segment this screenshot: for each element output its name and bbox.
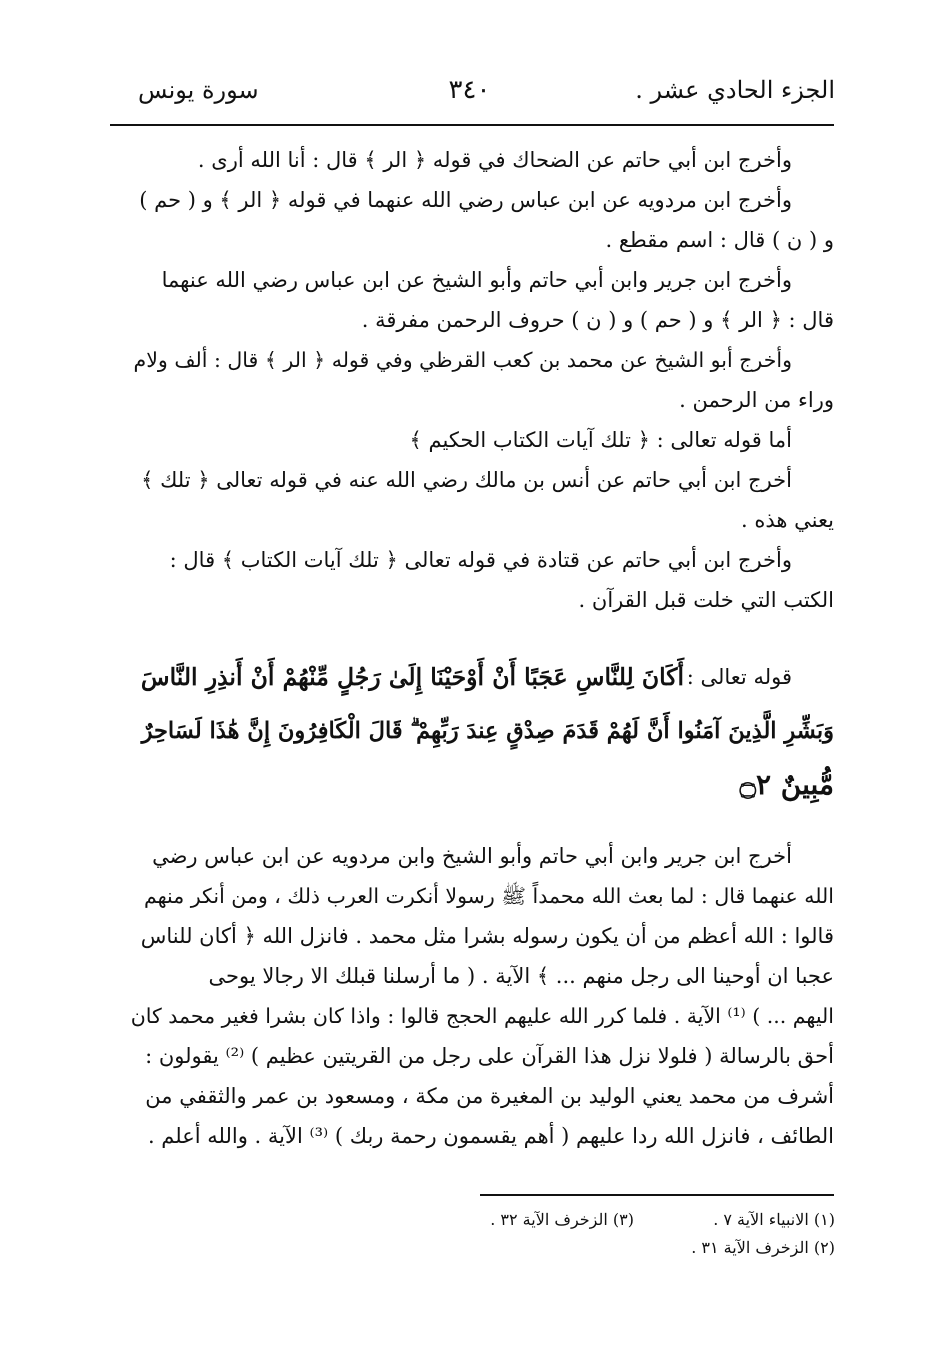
text-line-content: عجبا ان أوحينا الى رجل منهم ... ﴾ الآية . ( ما أرسلنا قبلك الا رجالا يوحى — [208, 964, 834, 988]
footnote-1: (١) الانبياء الآية ٧ . — [713, 1210, 835, 1229]
text-line — [130, 876, 834, 916]
text-line — [130, 140, 834, 180]
text-line — [130, 420, 834, 460]
footnote-rule — [480, 1194, 834, 1196]
text-line-content: أشرف من محمد يعني الوليد بن المغيرة من مكة ، ومسعود بن عمر والثقفي من — [145, 1084, 834, 1108]
text-line-content: قالوا : الله أعظم من أن يكون رسوله بشرا مثل محمد . فانزل الله ﴿ أكان للناس — [140, 924, 834, 948]
text-line-content: أخرج ابن أبي حاتم عن أنس بن مالك رضي الله عنه في قوله تعالى ﴿ تلك ﴾ — [141, 468, 792, 492]
text-line-content: أما قوله تعالى : ﴿ تلك آيات الكتاب الحكيم ﴾ — [409, 428, 792, 452]
text-line-content: و ( ن ) قال : اسم مقطع . — [605, 228, 834, 252]
text-line-content: وأخرج ابن أبي حاتم عن الضحاك في قوله ﴿ الر ﴾ قال : أنا الله أرى . — [197, 148, 792, 172]
verse-line-1: أَكَانَ لِلنَّاسِ عَجَبًا أَنْ أَوْحَيْنَا إِلَىٰ رَجُلٍ مِّنْهُمْ أَنْ أَنذِرِ النَّاسَ — [140, 663, 684, 691]
verse-line — [130, 758, 834, 812]
verse-label: قوله تعالى : — [686, 665, 792, 689]
text-line — [130, 1116, 834, 1156]
page-number: ٣٤٠ — [448, 75, 491, 105]
text-line — [130, 460, 834, 500]
commentary-top — [130, 140, 834, 620]
footnote-3: (٣) الزخرف الآية ٣٢ . — [490, 1210, 634, 1229]
verse-line — [130, 704, 834, 758]
text-line — [130, 580, 834, 620]
text-line — [130, 260, 834, 300]
text-line — [130, 380, 834, 420]
text-line — [130, 180, 834, 220]
text-line-content: الكتب التي خلت قبل القرآن . — [578, 588, 834, 612]
text-line — [130, 956, 834, 996]
text-line-content: أخرج ابن جرير وابن أبي حاتم وأبو الشيخ وابن مردويه عن ابن عباس رضي — [152, 844, 792, 868]
text-line-content: وأخرج ابن مردويه عن ابن عباس رضي الله عنهما في قوله ﴿ الر ﴾ و ( حم ) — [139, 188, 792, 212]
text-line — [130, 340, 834, 380]
header-rule — [110, 124, 834, 126]
text-line-content: وأخرج أبو الشيخ عن محمد بن كعب القرظي وفي قوله ﴿ الر ﴾ قال : ألف ولام — [133, 348, 792, 372]
text-line — [130, 1036, 834, 1076]
quran-verse — [130, 650, 834, 812]
text-line-content: قال : ﴿ الر ﴾ و ( حم ) و ( ن ) حروف الرحمن مفرقة . — [361, 308, 834, 332]
text-line-content: اليهم ... ) ⁽¹⁾ الآية . فلما كرر الله عليهم الحجج قالوا : واذا كان بشرا فغير محمد كان — [130, 1004, 834, 1028]
text-line-content: الطائف ، فانزل الله ردا عليهم ( أهم يقسمون رحمة ربك ) ⁽³⁾ الآية . والله أعلم . — [147, 1124, 834, 1148]
text-line — [130, 300, 834, 340]
header-part: الجزء الحادي عشر . — [635, 76, 835, 104]
commentary-bottom — [130, 836, 834, 1156]
text-line-content: يعني هذه . — [741, 508, 834, 532]
text-line-content: وراء من الرحمن . — [679, 388, 834, 412]
verse-line — [130, 650, 834, 704]
text-line — [130, 836, 834, 876]
verse-line-2: وَبَشِّرِ الَّذِينَ آمَنُوا أَنَّ لَهُمْ قَدَمَ صِدْقٍ عِندَ رَبِّهِمْ ۗ قَالَ الْكَافِرُونَ إِنَّ هَٰذَا لَسَاحِرٌ — [141, 718, 834, 744]
header-surah: سورة يونس — [138, 76, 259, 104]
footnote-2: (٢) الزخرف الآية ٣١ . — [691, 1238, 835, 1257]
text-line — [130, 916, 834, 956]
verse-line-3: مُّبِينٌ ۝٢ — [739, 768, 834, 801]
text-line-content: الله عنهما قال : لما بعث الله محمداً ﷺ رسولا أنكرت العرب ذلك ، ومن أنكر منهم — [143, 884, 834, 908]
text-line — [130, 220, 834, 260]
text-line-content: وأخرج ابن أبي حاتم عن قتادة في قوله تعالى ﴿ تلك آيات الكتاب ﴾ قال : — [169, 548, 792, 572]
text-line — [130, 500, 834, 540]
text-line-content: وأخرج ابن جرير وابن أبي حاتم وأبو الشيخ عن ابن عباس رضي الله عنهما — [161, 268, 792, 292]
text-line — [130, 996, 834, 1036]
text-line-content: أحق بالرسالة ( فلولا نزل هذا القرآن على رجل من القريتين عظيم ) ⁽²⁾ يقولون : — [145, 1044, 834, 1068]
text-line — [130, 1076, 834, 1116]
text-line — [130, 540, 834, 580]
